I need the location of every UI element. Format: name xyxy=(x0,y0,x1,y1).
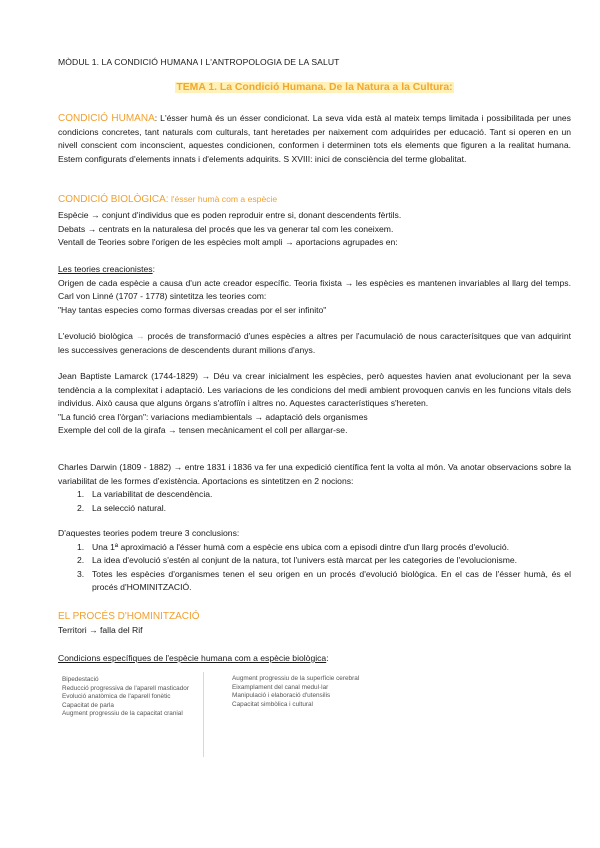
list-item xyxy=(58,554,571,568)
list-number: 3. xyxy=(77,568,85,579)
list-text: La selecció natural. xyxy=(92,502,167,513)
list-text: La variabilitat de descendència. xyxy=(92,489,213,500)
list-item xyxy=(58,568,571,595)
list-item: Augment progressiu de la superfície cerebral xyxy=(232,675,360,682)
conclusions-list xyxy=(58,541,571,595)
condicio-biologica-lines xyxy=(58,209,571,250)
list-item xyxy=(58,488,571,502)
darwin-text: Charles Darwin (1809 - 1882) → entre 1831 i 1836 va fer una expedició científica fent la volta al món. Va anotar observacions sobre la variabilitat de les formes d'existència. Aportacions es sintetitzen en 2 nocions: xyxy=(58,462,571,486)
list-item: Augment progressiu de la capacitat cranial xyxy=(62,710,183,718)
creacionistes-colon: : xyxy=(152,264,155,274)
biologica-line: Espècie → conjunt d'individus que es poden reproduir entre si, donant descendents fèrtils. xyxy=(58,210,402,220)
list-number: 2. xyxy=(77,555,85,566)
evolucio-arrow: → xyxy=(135,331,145,341)
creacionistes-section xyxy=(58,263,571,317)
conditions-left-column xyxy=(62,676,200,719)
lamarck-text: Jean Baptiste Lamarck (1744-1829) → Déu va crear inicialment les espècies, però aquestes havien anat evolucionant per la seva tendència a la complexitat i adaptació. Les variacions de les condicions del medi ambient provoquen canvis en les funcions vitals dels individus. Això causa que alguns òrgans s'atrofiïn i altres no. Aquestes característiques s'hereten. xyxy=(58,371,571,409)
condicio-biologica-subheading: l'ésser humà com a espècie xyxy=(168,194,278,204)
conditions-colon: : xyxy=(326,653,329,663)
list-item xyxy=(58,541,571,555)
evolucio-paragraph xyxy=(58,330,571,357)
list-number: 1. xyxy=(77,541,85,552)
tema-title xyxy=(58,82,571,93)
creacionistes-text: Origen de cada espècie a causa d'un acte creador específic. Teoria fixista → les espècies es mantenen invariables al llarg del temps. Carl von Linné (1707 - 1778) sintetitza les teories com: xyxy=(58,277,571,302)
list-item: Eixamplament del canal medul·lar xyxy=(232,683,329,691)
condicio-biologica-heading: CONDICIÓ BIOLÒGICA: xyxy=(58,194,169,205)
evolucio-part2: procés de transformació d'unes espècies a altres per l'acumulació de nous caracterísitques que van adquirint les successives generacions de descendents durant milions d'anys. xyxy=(58,331,571,355)
linne-quote: "Hay tantas especies como formas diversas creadas por el ser infinito" xyxy=(58,304,327,315)
lamarck-example: Exemple del coll de la girafa → tensen mecànicament el coll per allargar-se. xyxy=(58,425,348,436)
list-item: Capacitat simbòlica i cultural xyxy=(232,700,313,708)
module-title: MÒDUL 1. LA CONDICIÓ HUMANA I L'ANTROPOLOGIA DE LA SALUT xyxy=(58,57,340,67)
creacionistes-heading-line xyxy=(58,263,571,277)
hominitzacio-section xyxy=(58,610,571,637)
list-item: Capacitat de parla xyxy=(62,701,114,709)
biologica-line: Debats → centrats en la naturalesa del procés que les va generar tal com les coneixem. xyxy=(58,223,394,234)
conclusions-section xyxy=(58,527,571,595)
lamarck-section xyxy=(58,370,571,438)
conditions-heading-line xyxy=(58,652,571,666)
evolucio-part1: L'evolució biològica xyxy=(58,331,136,341)
list-text: Una 1ª aproximació a l'ésser humà com a espècie ens ubica com a episodi dintre d'un llarg procés d'evolució. xyxy=(92,541,510,552)
list-item: Manipulació i elaboració d'utensilis xyxy=(232,692,331,700)
list-text: La idea d'evolució s'estén al conjunt de la natura, tot l'univers està marcat per les categories de l'evolucionisme. xyxy=(92,555,518,566)
list-number: 2. xyxy=(77,502,85,513)
tema-title-text: TEMA 1. La Condició Humana. De la Natura a la Cultura: xyxy=(176,82,453,93)
condicio-humana-paragraph xyxy=(58,112,571,166)
list-number: 1. xyxy=(77,489,85,500)
lamarck-quote: "La funció crea l'òrgan": variacions mediambientals → adaptació dels organismes xyxy=(58,411,368,422)
list-item: Evolució anatòmica de l'aparell fonètic xyxy=(62,693,171,701)
conditions-heading: Condicions específiques de l'espècie humana com a espècie biològica xyxy=(58,653,327,663)
hominitzacio-line: Territori → falla del Rif xyxy=(58,624,143,635)
condicio-biologica-heading-line xyxy=(58,193,571,207)
conclusions-intro: D'aquestes teories podem treure 3 conclusions: xyxy=(58,528,240,538)
hominitzacio-heading: EL PROCÉS D'HOMINITZACIÓ xyxy=(58,611,200,622)
table-divider xyxy=(203,672,204,757)
biologica-line: Ventall de Teories sobre l'origen de les espècies molt ampli → aportacions agrupades en: xyxy=(58,237,398,248)
conditions-right-column xyxy=(232,675,402,709)
creacionistes-heading: Les teories creacionistes xyxy=(58,264,153,274)
darwin-section xyxy=(58,461,571,515)
condicio-humana-text: : L'ésser humà és un ésser condicionat. La seva vida està al mateix temps limitada i possibilitada per unes condicions concretes, tant naturals com culturals, tant heretades per naixement com adquirides per educació. Tant si operen en un nivell conscient com inconscient, aquestes condicionen, conformen i determinen tots els elements que figuren a la realitat humana. Estem configurats d'elements innats i d'elements adquirits. S XVIII: inici de consciència del terme globalitat. xyxy=(58,113,571,164)
list-item xyxy=(58,502,571,516)
darwin-list xyxy=(58,488,571,515)
condicio-humana-heading: CONDICIÓ HUMANA xyxy=(58,113,155,124)
list-text: Totes les espècies d'organismes tenen el seu origen en un procés d'evolució biològica. En el cas de l'ésser humà, és el procés d'HOMINITZACIÓ. xyxy=(92,568,571,593)
list-item: Reducció progressiva de l'aparell masticador xyxy=(62,684,189,692)
list-item: Bipedestació xyxy=(62,676,99,683)
